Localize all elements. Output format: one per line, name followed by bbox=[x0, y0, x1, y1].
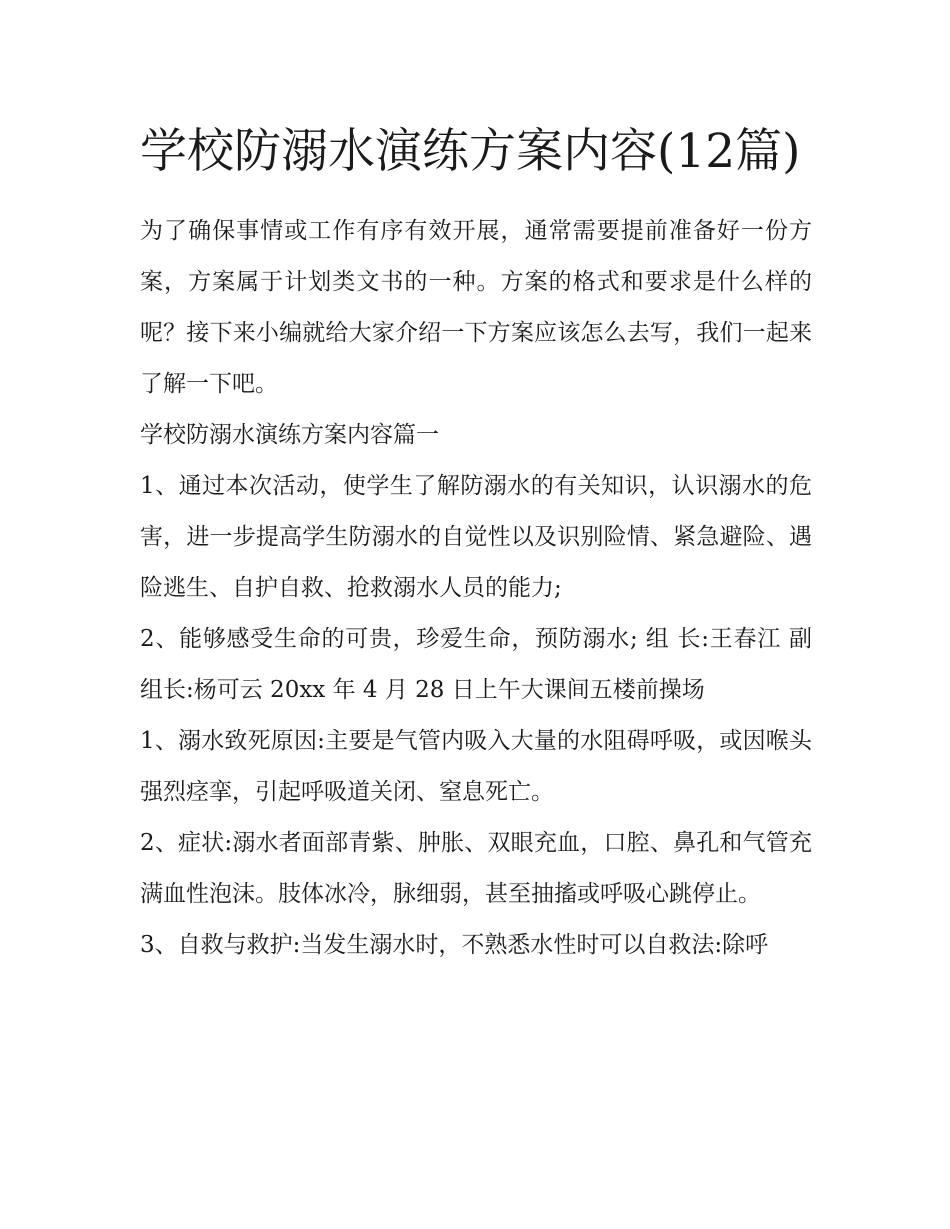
document-title: 学校防溺水演练方案内容(12篇) bbox=[140, 124, 801, 179]
body-paragraph: 3、自救与救护:当发生溺水时，不熟悉水性时可以自救法:除呼 bbox=[140, 932, 769, 958]
body-paragraph: 1、溺水致死原因:主要是气管内吸入大量的水阻碍呼吸，或因喉头强烈痉挛，引起呼吸道关闭、窒息死亡。 bbox=[140, 728, 812, 805]
body-paragraph: 2、能够感受生命的可贵，珍爱生命，预防溺水; 组 长:王春江 副组长:杨可云 20xx 年 4 月 28 日上午大课间五楼前操场 bbox=[140, 626, 812, 703]
body-paragraph: 2、症状:溺水者面部青紫、肿胀、双眼充血，口腔、鼻孔和气管充满血性泡沫。肢体冰冷，脉细弱，甚至抽搐或呼吸心跳停止。 bbox=[140, 830, 812, 907]
intro-paragraph: 为了确保事情或工作有序有效开展，通常需要提前准备好一份方案，方案属于计划类文书的一种。方案的格式和要求是什么样的呢？接下来小编就给大家介绍一下方案应该怎么去写，我们一起来了解一下吧。 bbox=[140, 218, 812, 397]
section-heading: 学校防溺水演练方案内容篇一 bbox=[140, 422, 439, 448]
document-page bbox=[140, 112, 812, 971]
body-paragraph: 1、通过本次活动，使学生了解防溺水的有关知识，认识溺水的危害，进一步提高学生防溺水的自觉性以及识别险情、紧急避险、遇险逃生、自护自救、抢救溺水人员的能力; bbox=[140, 473, 812, 601]
